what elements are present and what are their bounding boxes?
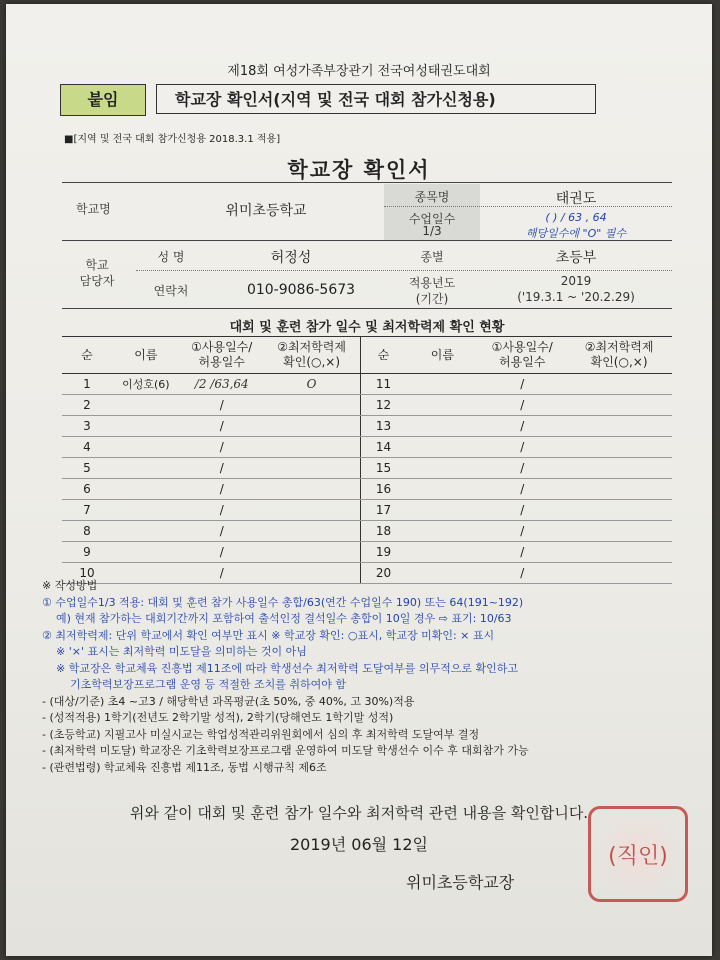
table-row [62,521,672,542]
row-no-2: 19 [360,542,406,563]
table-row [62,500,672,521]
row-no: 10 [62,563,112,584]
row-min [264,437,360,458]
row-days: / [180,521,264,542]
days-label-2: 1/3 [422,224,442,238]
row-days: / [180,479,264,500]
school-value: 위미초등학교 [225,203,307,219]
row-days-2: / [478,542,566,563]
col-min: ②최저학력제 확인(○,×) [264,337,360,374]
school-label: 학교명 [76,202,111,216]
row-name: 이성호(6) [112,374,180,395]
row-name-2 [406,500,478,521]
confirmation-text: 위와 같이 대회 및 훈련 참가 일수와 최저학력 관련 내용을 확인합니다. [129,804,589,822]
row-min-2 [566,458,672,479]
form-title: 학교장 확인서(지역 및 전국 대회 참가신청용) [156,84,596,114]
row-no-2: 14 [360,437,406,458]
row-name-2 [406,458,478,479]
row-no-2: 13 [360,416,406,437]
participation-table [62,336,672,584]
note-7: - (초등학교) 지필고사 미실시교는 학업성적관리위원회에서 심의 후 최저학력 도달여부 결정 [42,727,480,741]
issue-date: 2019년 06월 12일 [290,835,428,854]
row-min: O [264,374,360,395]
row-no: 3 [62,416,112,437]
row-no-2: 16 [360,479,406,500]
manager-label-2: 담당자 [79,274,115,288]
col-name-2: 이름 [406,337,478,374]
row-name [112,395,180,416]
row-no: 9 [62,542,112,563]
attachment-badge: 붙임 [60,84,146,116]
row-days: / [180,437,264,458]
row-min-2 [566,479,672,500]
table-row [62,437,672,458]
row-min [264,500,360,521]
row-no: 5 [62,458,112,479]
row-days-2: / [478,437,566,458]
row-no-2: 11 [360,374,406,395]
row-days-2: / [478,416,566,437]
table-title: 대회 및 훈련 참가 일수 및 최저학력제 확인 현황 [229,320,505,335]
principal-signature: 위미초등학교장 [406,873,515,892]
note-1b: 예) 현재 참가하는 대회기간까지 포함하여 출석인정 결석일수 총합이 10일 경우 ⇨ 표기: 10/63 [56,612,512,625]
row-days-2: / [478,479,566,500]
row-name [112,479,180,500]
row-min [264,458,360,479]
row-no-2: 20 [360,563,406,584]
sport-value: 태권도 [555,191,597,207]
days-value: ( ) / 63 , 64 [545,211,607,224]
row-days-2: / [478,395,566,416]
official-seal: (직인) [588,806,688,902]
row-min [264,416,360,437]
name-value: 허정성 [270,250,312,266]
col-min-2: ②최저학력제 확인(○,×) [566,337,672,374]
year-value: 2019 [560,274,592,288]
table-row [62,374,672,395]
note-6: - (성적적용) 1학기(전년도 2학기말 성적), 2학기(당해연도 1학기말 성적) [42,711,394,724]
row-no: 7 [62,500,112,521]
form-note: ■[지역 및 전국 대회 참가신청용 2018.3.1 적용] [64,134,281,145]
table-row [62,458,672,479]
row-min-2 [566,500,672,521]
row-days: / [180,563,264,584]
note-5: - (대상/기준) 초4 ~고3 / 해당학년 과목평균(초 50%, 중 40%, 고 30%)적용 [42,694,415,708]
row-name-2 [406,374,478,395]
row-name-2 [406,416,478,437]
note-1a: ① 수업일수1/3 적용: 대회 및 훈련 참가 사용일수 총합/63(연간 수업일수 190) 또는 64(191~192) [42,595,524,609]
row-min [264,479,360,500]
type-value: 초등부 [555,250,597,266]
row-min [264,395,360,416]
row-days-2: / [478,458,566,479]
manager-label: 학교 [85,258,109,272]
row-name-2 [406,521,478,542]
row-days: / [180,542,264,563]
year-label-2: (기간) [415,292,449,306]
row-no: 8 [62,521,112,542]
row-days: / [180,416,264,437]
row-min [264,521,360,542]
note-8: - (최저학력 미도달) 학교장은 기초학력보장프로그램 운영하여 미도달 학생선수 이수 후 대회참가 가능 [42,744,529,757]
row-no: 6 [62,479,112,500]
table-row [62,479,672,500]
row-min-2 [566,395,672,416]
event-title: 제18회 여성가족부장관기 전국여성태권도대회 [227,64,491,79]
days-hint: 해당일수에 "O" 필수 [525,227,627,240]
row-no: 1 [62,374,112,395]
name-label: 성 명 [157,250,185,264]
document-page [6,4,712,956]
row-days-2: / [478,374,566,395]
notes-heading: ※ 작성방법 [42,579,98,592]
row-days-2: / [478,521,566,542]
row-min-2 [566,542,672,563]
row-min-2 [566,437,672,458]
row-days: / [180,395,264,416]
row-name [112,416,180,437]
row-min [264,542,360,563]
row-no: 4 [62,437,112,458]
instructions [42,578,682,776]
year-range: ('19.3.1 ~ '20.2.29) [517,290,635,304]
contact-label: 연락처 [153,284,189,298]
table-row [62,542,672,563]
row-no-2: 12 [360,395,406,416]
row-name-2 [406,437,478,458]
row-days-2: / [478,563,566,584]
row-days: / [180,500,264,521]
row-name-2 [406,395,478,416]
days-label: 수업일수 [408,212,456,226]
row-name-2 [406,542,478,563]
document-title: 학교장 확인서 [287,158,431,182]
row-name [112,437,180,458]
row-name [112,521,180,542]
row-name [112,458,180,479]
note-4b: 기초학력보장프로그램 운영 등 적절한 조치를 취하여야 함 [70,678,347,691]
note-2: ② 최저학력제: 단위 학교에서 확인 여부만 표시 ※ 학교장 확인: ○표시, 학교장 미확인: × 표시 [42,628,495,642]
col-days-2: ①사용일수/ 허용일수 [478,337,566,374]
row-min-2 [566,416,672,437]
row-days: /2 /63,64 [180,374,264,395]
row-days-2: / [478,500,566,521]
note-9: - (관련법령) 학교체육 진흥법 제11조, 동법 시행규칙 제6조 [42,760,327,774]
row-no-2: 15 [360,458,406,479]
row-min-2 [566,521,672,542]
col-name: 이름 [112,337,180,374]
row-no-2: 18 [360,521,406,542]
row-name [112,500,180,521]
type-label: 종별 [420,250,444,264]
row-min-2 [566,374,672,395]
col-days: ①사용일수/ 허용일수 [180,337,264,374]
table-row [62,416,672,437]
col-no: 순 [62,337,112,374]
note-3: ※ '×' 표시는 최저학력 미도달을 의미하는 것이 아님 [56,645,307,658]
row-days: / [180,458,264,479]
note-4a: ※ 학교장은 학교체육 진흥법 제11조에 따라 학생선수 최저학력 도달여부를 의무적으로 확인하고 [56,661,518,675]
table-row [62,395,672,416]
col-no-2: 순 [360,337,406,374]
year-label: 적용년도 [408,276,456,290]
row-name-2 [406,479,478,500]
sport-label: 종목명 [414,190,450,204]
row-name [112,542,180,563]
row-no: 2 [62,395,112,416]
contact-value: 010-9086-5673 [246,282,356,298]
row-no-2: 17 [360,500,406,521]
